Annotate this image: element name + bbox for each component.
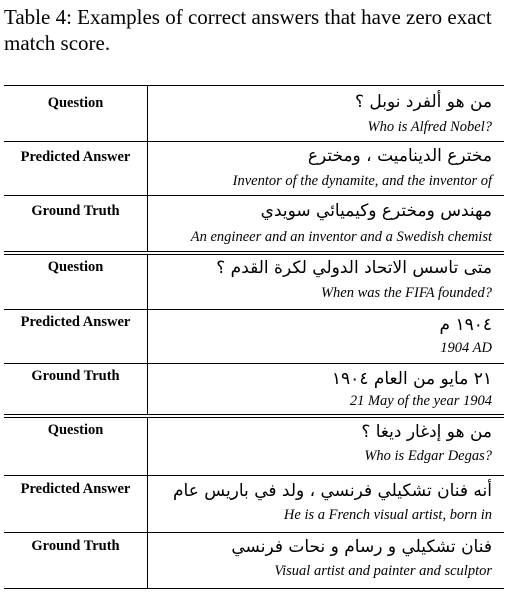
example-separator-rule bbox=[4, 414, 504, 415]
arabic-text: من هو إدغار ديغا ؟ bbox=[361, 422, 492, 442]
arabic-text: أنه فنان تشكيلي فرنسي ، ولد في باريس عام bbox=[173, 481, 492, 501]
row-label: Predicted Answer bbox=[20, 149, 131, 165]
column-divider bbox=[147, 417, 148, 588]
arabic-text: من هو ألفرد نوبل ؟ bbox=[354, 92, 492, 112]
english-translation: Who is Alfred Nobel? bbox=[367, 119, 492, 135]
row-label: Predicted Answer bbox=[20, 314, 131, 330]
english-translation: 1904 AD bbox=[440, 340, 492, 356]
english-translation: Inventor of the dynamite, and the inventor of bbox=[232, 173, 492, 189]
example-separator-rule bbox=[4, 417, 504, 418]
arabic-text: فنان تشكيلي و رسام و نحات فرنسي bbox=[231, 537, 492, 557]
column-divider bbox=[147, 254, 148, 414]
table-caption: Table 4: Examples of correct answers that have zero exact match score. bbox=[4, 5, 492, 55]
example-separator-rule bbox=[4, 254, 504, 255]
row-label: Ground Truth bbox=[31, 538, 120, 554]
arabic-text: ٢١ مايو من العام ١٩٠٤ bbox=[331, 369, 492, 389]
table-bottom-rule bbox=[4, 588, 504, 589]
english-translation: When was the FIFA founded? bbox=[320, 285, 492, 301]
table-top-rule bbox=[4, 85, 504, 86]
row-divider bbox=[4, 475, 504, 476]
column-divider bbox=[147, 85, 148, 251]
row-label: Question bbox=[47, 422, 104, 438]
row-divider bbox=[4, 309, 504, 310]
row-divider bbox=[4, 141, 504, 142]
row-divider bbox=[4, 532, 504, 533]
arabic-text: مهندس ومخترع وكيميائي سويدي bbox=[260, 201, 492, 221]
example-separator-rule bbox=[4, 251, 504, 252]
english-translation: 21 May of the year 1904 bbox=[349, 393, 492, 409]
row-label: Ground Truth bbox=[31, 368, 120, 384]
english-translation: Who is Edgar Degas? bbox=[364, 448, 492, 464]
row-label: Question bbox=[47, 95, 104, 111]
english-translation: Visual artist and painter and sculptor bbox=[274, 563, 492, 579]
row-label: Predicted Answer bbox=[20, 481, 131, 497]
row-divider bbox=[4, 195, 504, 196]
row-label: Question bbox=[47, 259, 104, 275]
english-translation: He is a French visual artist, born in bbox=[283, 507, 492, 523]
arabic-text: ١٩٠٤ م bbox=[439, 315, 492, 335]
arabic-text: مخترع الديناميت ، ومخترع bbox=[307, 146, 492, 166]
english-translation: An engineer and an inventor and a Swedish chemist bbox=[190, 229, 492, 245]
row-label: Ground Truth bbox=[31, 203, 120, 219]
arabic-text: متى تاسس الاتحاد الدولي لكرة القدم ؟ bbox=[216, 258, 492, 278]
row-divider bbox=[4, 363, 504, 364]
